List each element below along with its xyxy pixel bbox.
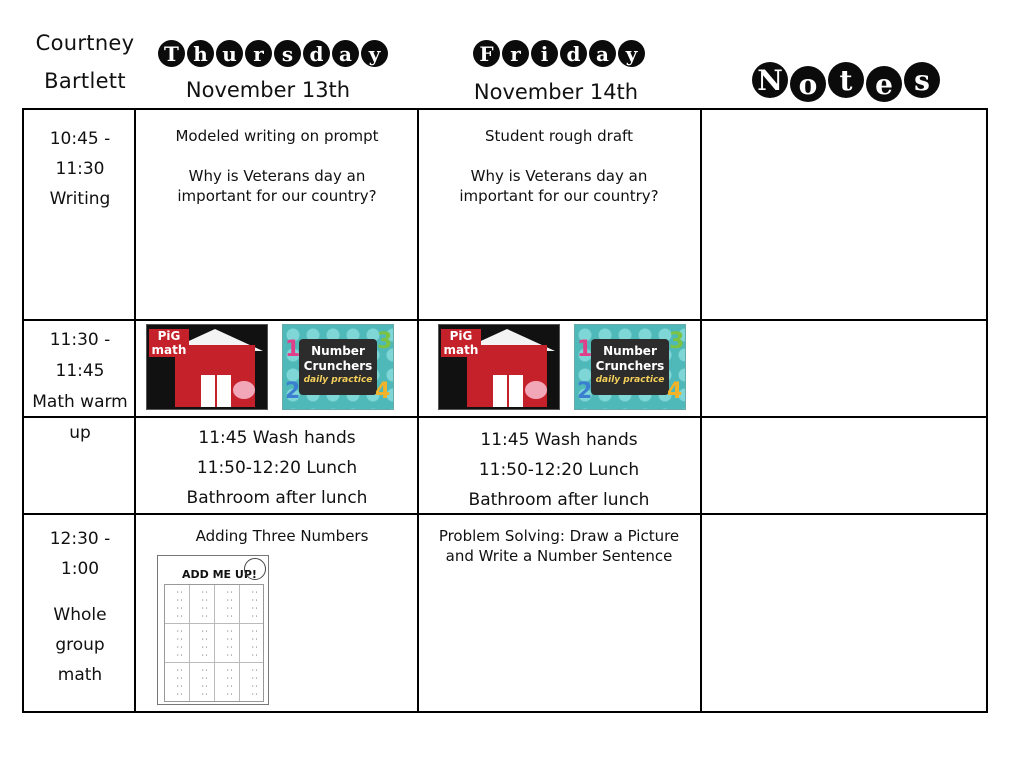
thursday-writing-plan: Modeled writing on prompt <box>175 127 379 145</box>
math-subject-3: math <box>57 665 103 685</box>
writing-start-time: 10:45 - <box>49 129 111 149</box>
worksheet-digit: ·· <box>201 691 209 698</box>
worksheet-digit: ·· <box>201 667 209 674</box>
heading-letter: s <box>274 40 301 67</box>
pig-math-thumbnail-friday <box>438 324 560 410</box>
worksheet-digit: ·· <box>251 589 259 596</box>
worksheet-digit: ·· <box>176 652 184 659</box>
math-end-time: 1:00 <box>60 559 100 579</box>
pig-math-label-2: math <box>151 343 187 357</box>
worksheet-digit: ·· <box>176 605 184 612</box>
pig-math-label-2: math <box>443 343 479 357</box>
thursday-date: November 13th <box>185 78 351 102</box>
worksheet-digit: ·· <box>226 644 234 651</box>
worksheet-digit: ·· <box>176 597 184 604</box>
worksheet-digit: ·· <box>251 691 259 698</box>
worksheet-title: ADD ME UP! <box>182 568 257 581</box>
friday-math-cell <box>419 526 699 566</box>
heading-letter: N <box>752 62 788 98</box>
math-time-cell <box>24 524 136 690</box>
heading-letter: o <box>790 66 826 102</box>
worksheet-digit: ·· <box>251 605 259 612</box>
number-crunchers-label-3: daily practice <box>303 375 373 385</box>
friday-math-line-2: and Write a Number Sentence <box>445 547 673 565</box>
heading-letter: y <box>618 40 645 67</box>
pig-icon <box>233 381 255 399</box>
thursday-lunch-cell <box>137 423 417 513</box>
friday-lunch-cell <box>419 425 699 515</box>
warmup-time: 11:30 - 11:45 <box>49 330 111 381</box>
add-me-up-worksheet <box>157 555 269 705</box>
thursday-wash-hands: 11:45 Wash hands <box>198 428 356 448</box>
heading-letter: t <box>828 62 864 98</box>
friday-lunch: 11:50-12:20 Lunch <box>478 460 640 480</box>
number-crunchers-label-1: Number <box>311 344 365 358</box>
friday-writing-cell <box>419 126 699 206</box>
worksheet-digit: ·· <box>251 675 259 682</box>
worksheet-digit: ·· <box>251 652 259 659</box>
worksheet-digit: ·· <box>176 628 184 635</box>
number-crunchers-thumbnail-friday: Number Crunchers daily practice 1 3 2 4 <box>574 324 686 410</box>
worksheet-digit: ·· <box>201 628 209 635</box>
worksheet-digit: ·· <box>226 675 234 682</box>
worksheet-digit: ·· <box>226 667 234 674</box>
heading-letter: a <box>589 40 616 67</box>
thursday-lunch: 11:50-12:20 Lunch <box>196 458 358 478</box>
thursday-writing-cell <box>137 126 417 206</box>
worksheet-digit: ·· <box>251 628 259 635</box>
heading-letter: a <box>332 40 359 67</box>
worksheet-digit: ·· <box>226 613 234 620</box>
worksheet-digit: ·· <box>251 644 259 651</box>
worksheet-digit: ·· <box>226 597 234 604</box>
friday-math-line-1: Problem Solving: Draw a Picture <box>438 527 680 545</box>
heading-letter: u <box>216 40 243 67</box>
friday-heading <box>473 40 645 67</box>
thursday-writing-prompt-2: important for our country? <box>177 187 377 205</box>
worksheet-digit: ·· <box>226 605 234 612</box>
worksheet-digit: ·· <box>226 636 234 643</box>
worksheet-digit: ·· <box>176 613 184 620</box>
friday-writing-prompt-2: important for our country? <box>459 187 659 205</box>
worksheet-digit: ·· <box>176 667 184 674</box>
warmup-time-cell <box>24 325 136 449</box>
thursday-writing-prompt-1: Why is Veterans day an <box>188 167 366 185</box>
number-crunchers-label-2: Crunchers <box>303 359 373 373</box>
notes-heading <box>752 62 940 101</box>
heading-letter: h <box>187 40 214 67</box>
worksheet-digit: ·· <box>176 683 184 690</box>
thursday-heading <box>158 40 388 67</box>
worksheet-digit: ·· <box>176 589 184 596</box>
teacher-last-name: Bartlett <box>44 69 126 93</box>
heading-letter: d <box>560 40 587 67</box>
worksheet-digit: ·· <box>176 636 184 643</box>
math-subject-1: Whole <box>53 605 107 625</box>
heading-letter: s <box>904 62 940 98</box>
number-crunchers-label-1: Number <box>603 344 657 358</box>
worksheet-digit: ·· <box>226 691 234 698</box>
heading-letter: i <box>531 40 558 67</box>
pig-math-label-1: PiG <box>449 329 473 343</box>
thursday-math-title: Adding Three Numbers <box>195 527 369 545</box>
friday-writing-plan: Student rough draft <box>485 127 633 145</box>
worksheet-digit: ·· <box>201 636 209 643</box>
warmup-subject-2: up <box>69 423 91 443</box>
teacher-first-name: Courtney <box>35 31 135 55</box>
pig-math-label-1: PiG <box>157 329 181 343</box>
heading-letter: d <box>303 40 330 67</box>
worksheet-digit: ·· <box>201 613 209 620</box>
worksheet-digit: ·· <box>226 589 234 596</box>
kid-face-icon <box>244 558 266 580</box>
worksheet-digit: ·· <box>176 675 184 682</box>
worksheet-digit: ·· <box>201 597 209 604</box>
heading-letter: e <box>866 66 902 102</box>
friday-wash-hands: 11:45 Wash hands <box>480 430 638 450</box>
heading-letter: r <box>245 40 272 67</box>
number-crunchers-label-3: daily practice <box>595 375 665 385</box>
heading-letter: F <box>473 40 500 67</box>
worksheet-digit: ·· <box>251 613 259 620</box>
warmup-subject-1: Math warm <box>32 392 128 412</box>
heading-letter: T <box>158 40 185 67</box>
worksheet-digit: ·· <box>226 652 234 659</box>
worksheet-digit: ·· <box>251 597 259 604</box>
friday-date: November 14th <box>473 80 639 104</box>
heading-letter: r <box>502 40 529 67</box>
pig-math-thumbnail-thursday <box>146 324 268 410</box>
worksheet-digit: ·· <box>226 628 234 635</box>
friday-bathroom: Bathroom after lunch <box>468 490 650 510</box>
heading-letter: y <box>361 40 388 67</box>
number-crunchers-label-2: Crunchers <box>595 359 665 373</box>
worksheet-digit: ·· <box>176 644 184 651</box>
worksheet-digit: ·· <box>251 667 259 674</box>
teacher-name <box>20 24 150 100</box>
writing-end-time: 11:30 <box>55 159 105 179</box>
worksheet-digit: ·· <box>201 644 209 651</box>
thursday-bathroom: Bathroom after lunch <box>186 488 368 508</box>
number-crunchers-thumbnail-thursday: Number Crunchers daily practice 1 3 2 4 <box>282 324 394 410</box>
worksheet-digit: ·· <box>201 652 209 659</box>
worksheet-digit: ·· <box>251 683 259 690</box>
math-start-time: 12:30 - <box>49 529 111 549</box>
writing-time-cell <box>24 124 136 214</box>
worksheet-digit: ·· <box>251 636 259 643</box>
writing-subject: Writing <box>49 189 111 209</box>
worksheet-digit: ·· <box>201 675 209 682</box>
worksheet-digit: ·· <box>226 683 234 690</box>
math-subject-2: group <box>55 635 105 655</box>
worksheet-digit: ·· <box>176 691 184 698</box>
worksheet-digit: ·· <box>201 683 209 690</box>
pig-icon <box>525 381 547 399</box>
worksheet-digit: ·· <box>201 605 209 612</box>
friday-writing-prompt-1: Why is Veterans day an <box>470 167 648 185</box>
worksheet-digit: ·· <box>201 589 209 596</box>
